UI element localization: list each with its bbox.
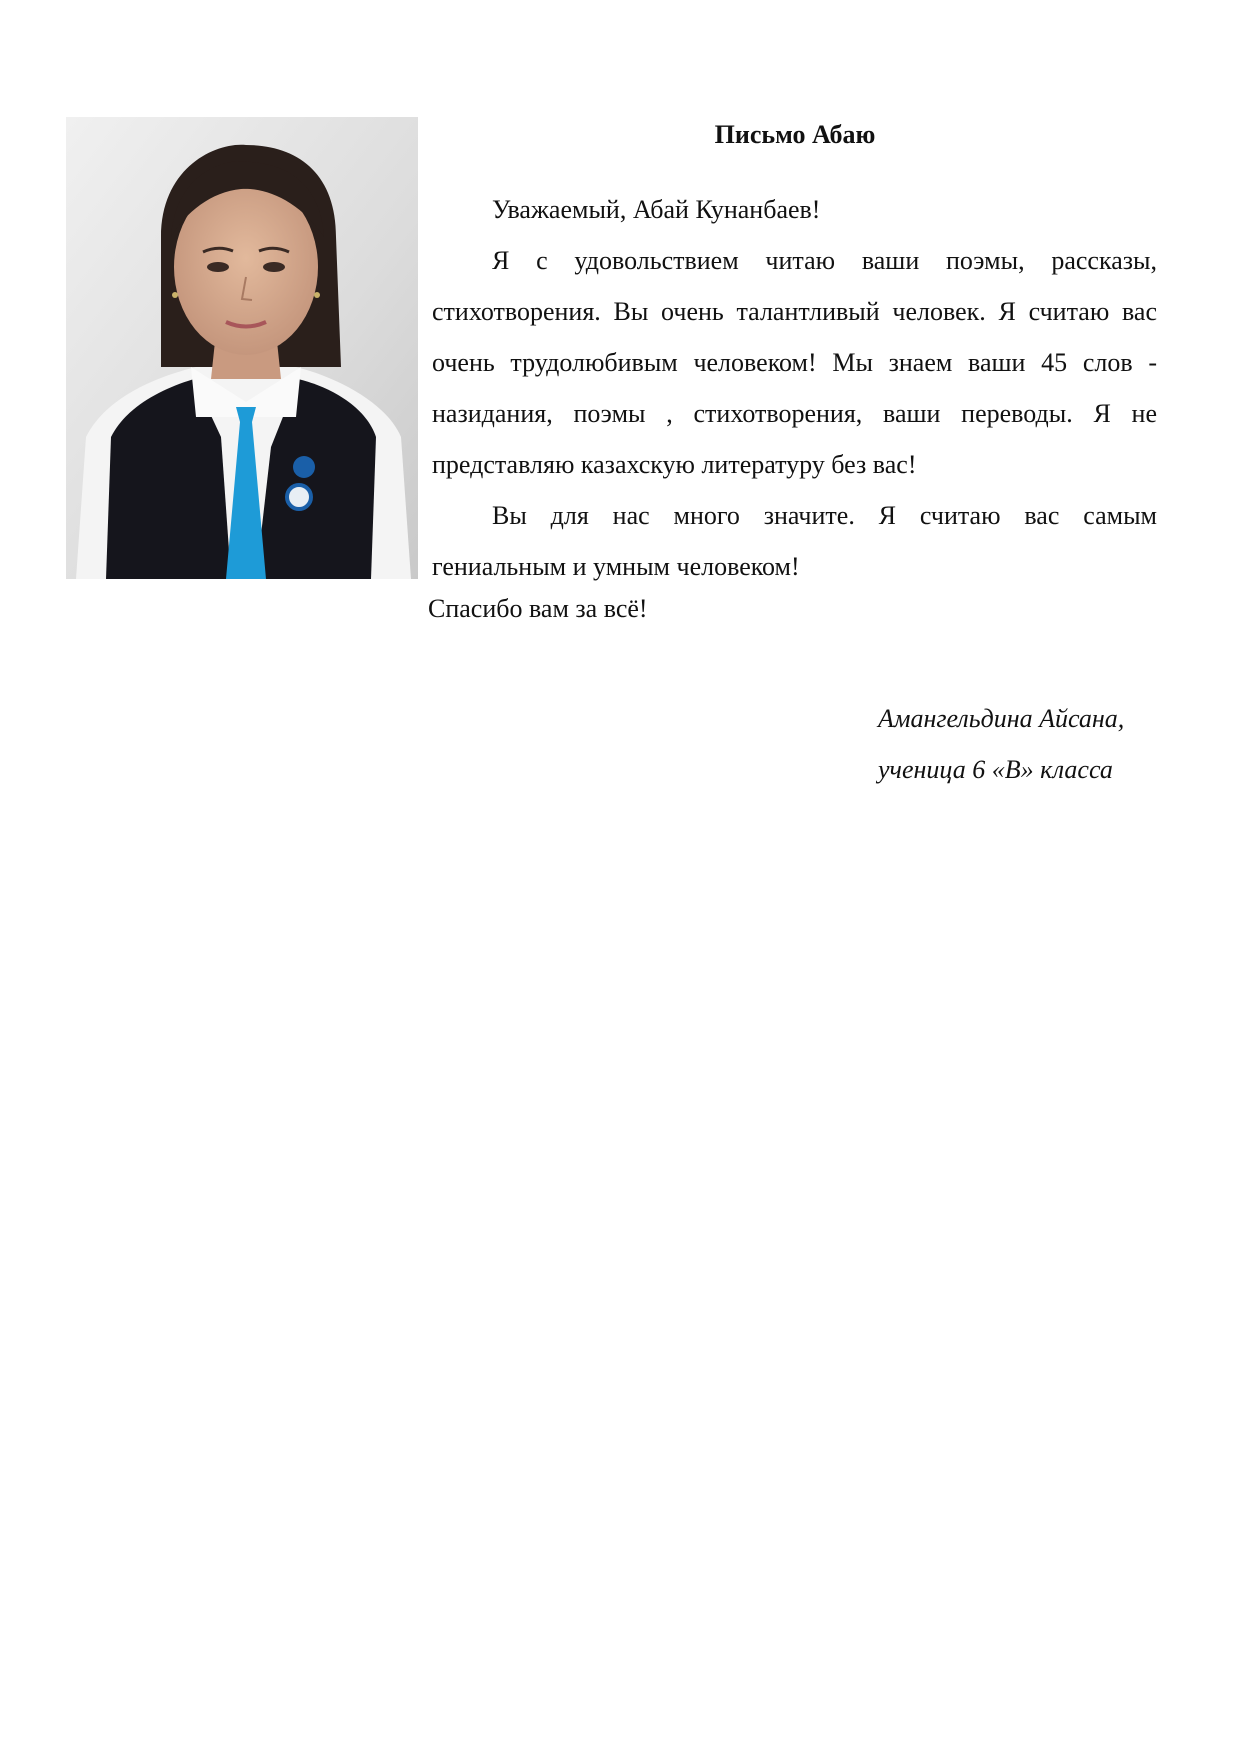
letter-signature — [878, 693, 1124, 795]
letter-title: Письмо Абаю — [714, 120, 876, 149]
student-portrait-photo — [66, 117, 418, 579]
letter-paragraph: Вы для нас много значите. Я считаю вас самым гениальным и умным человеком! — [432, 501, 1157, 581]
letter-closing: Спасибо вам за всё! — [428, 594, 648, 623]
signature-name: Амангельдина Айсана, — [878, 704, 1125, 733]
portrait-image — [66, 117, 418, 579]
letter-paragraph: Я с удовольствием читаю ваши поэмы, рассказы, стихотворения. Вы очень талантливый человек. Я считаю вас очень трудолюбивым человеком! Мы знаем ваши 45 слов - назидания, поэмы , стихотворения, ваши переводы. Я не представляю казахскую литературу без вас! — [432, 246, 1157, 479]
letter-salutation: Уважаемый, Абай Кунанбаев! — [492, 195, 821, 224]
signature-role: ученица 6 «В» класса — [878, 755, 1113, 784]
letter-body — [432, 184, 1157, 592]
